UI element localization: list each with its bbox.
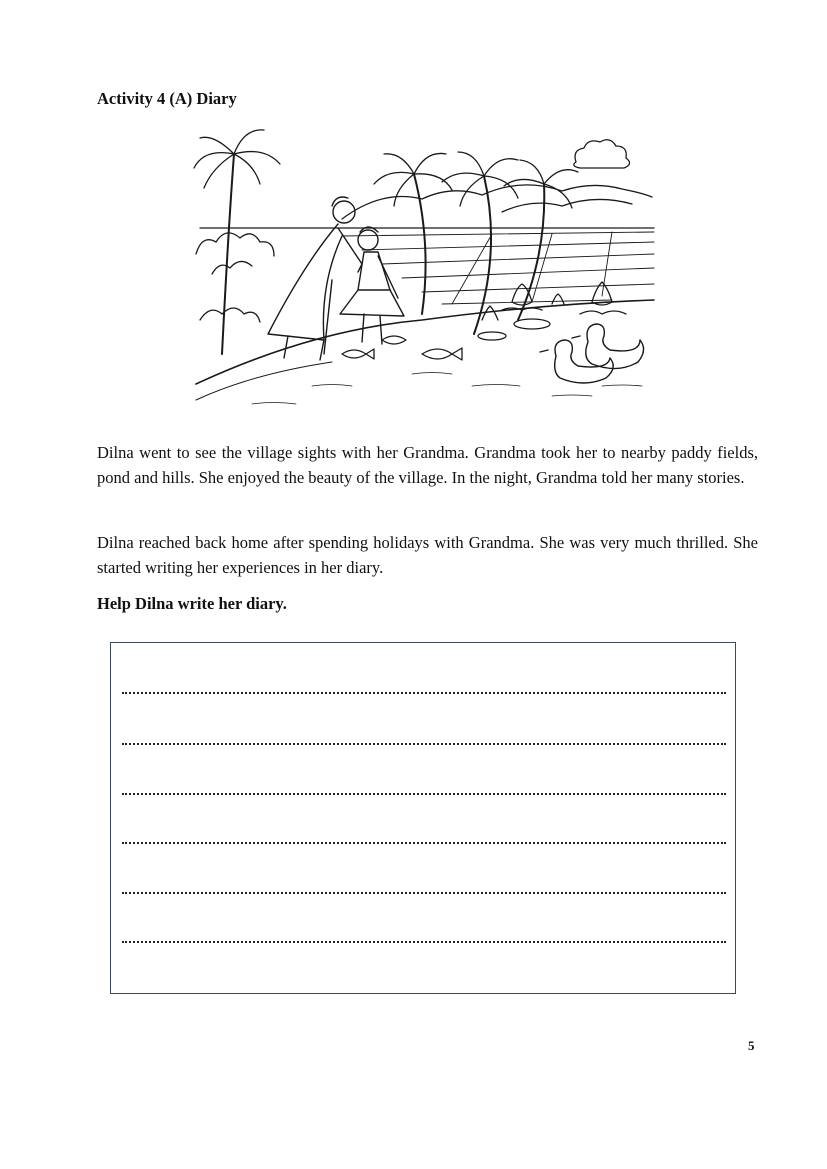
grandma-figure-icon xyxy=(268,197,362,360)
story-paragraph-2: Dilna reached back home after spending holidays with Grandma. She was very much thrilled. She started writing her experiences in her diary. xyxy=(97,533,758,577)
writing-line[interactable] xyxy=(122,743,726,745)
writing-line[interactable] xyxy=(122,793,726,795)
writing-line[interactable] xyxy=(122,842,726,844)
village-pond-illustration xyxy=(192,124,662,420)
instruction-text: Help Dilna write her diary. xyxy=(97,594,287,613)
palm-tree-icon xyxy=(504,160,578,320)
writing-line[interactable] xyxy=(122,892,726,894)
palm-tree-icon xyxy=(442,152,518,334)
hills-icon xyxy=(342,185,652,219)
bushes-icon xyxy=(196,233,274,322)
fish-icon xyxy=(342,336,462,360)
story-paragraph-1: Dilna went to see the village sights with her Grandma. Grandma took her to nearby paddy fields, pond and hills. She enjoyed the beauty of the village. In the night, Grandma told her many stories. xyxy=(97,443,758,487)
writing-line[interactable] xyxy=(122,692,726,694)
page-number: 5 xyxy=(748,1038,755,1053)
diary-writing-box[interactable] xyxy=(110,642,736,994)
water-ripples-icon xyxy=(252,373,642,405)
paddy-fields-icon xyxy=(342,232,654,304)
duck-icon xyxy=(540,324,644,383)
cloud-icon xyxy=(574,140,630,168)
writing-line[interactable] xyxy=(122,941,726,943)
activity-heading: Activity 4 (A) Diary xyxy=(97,89,237,108)
